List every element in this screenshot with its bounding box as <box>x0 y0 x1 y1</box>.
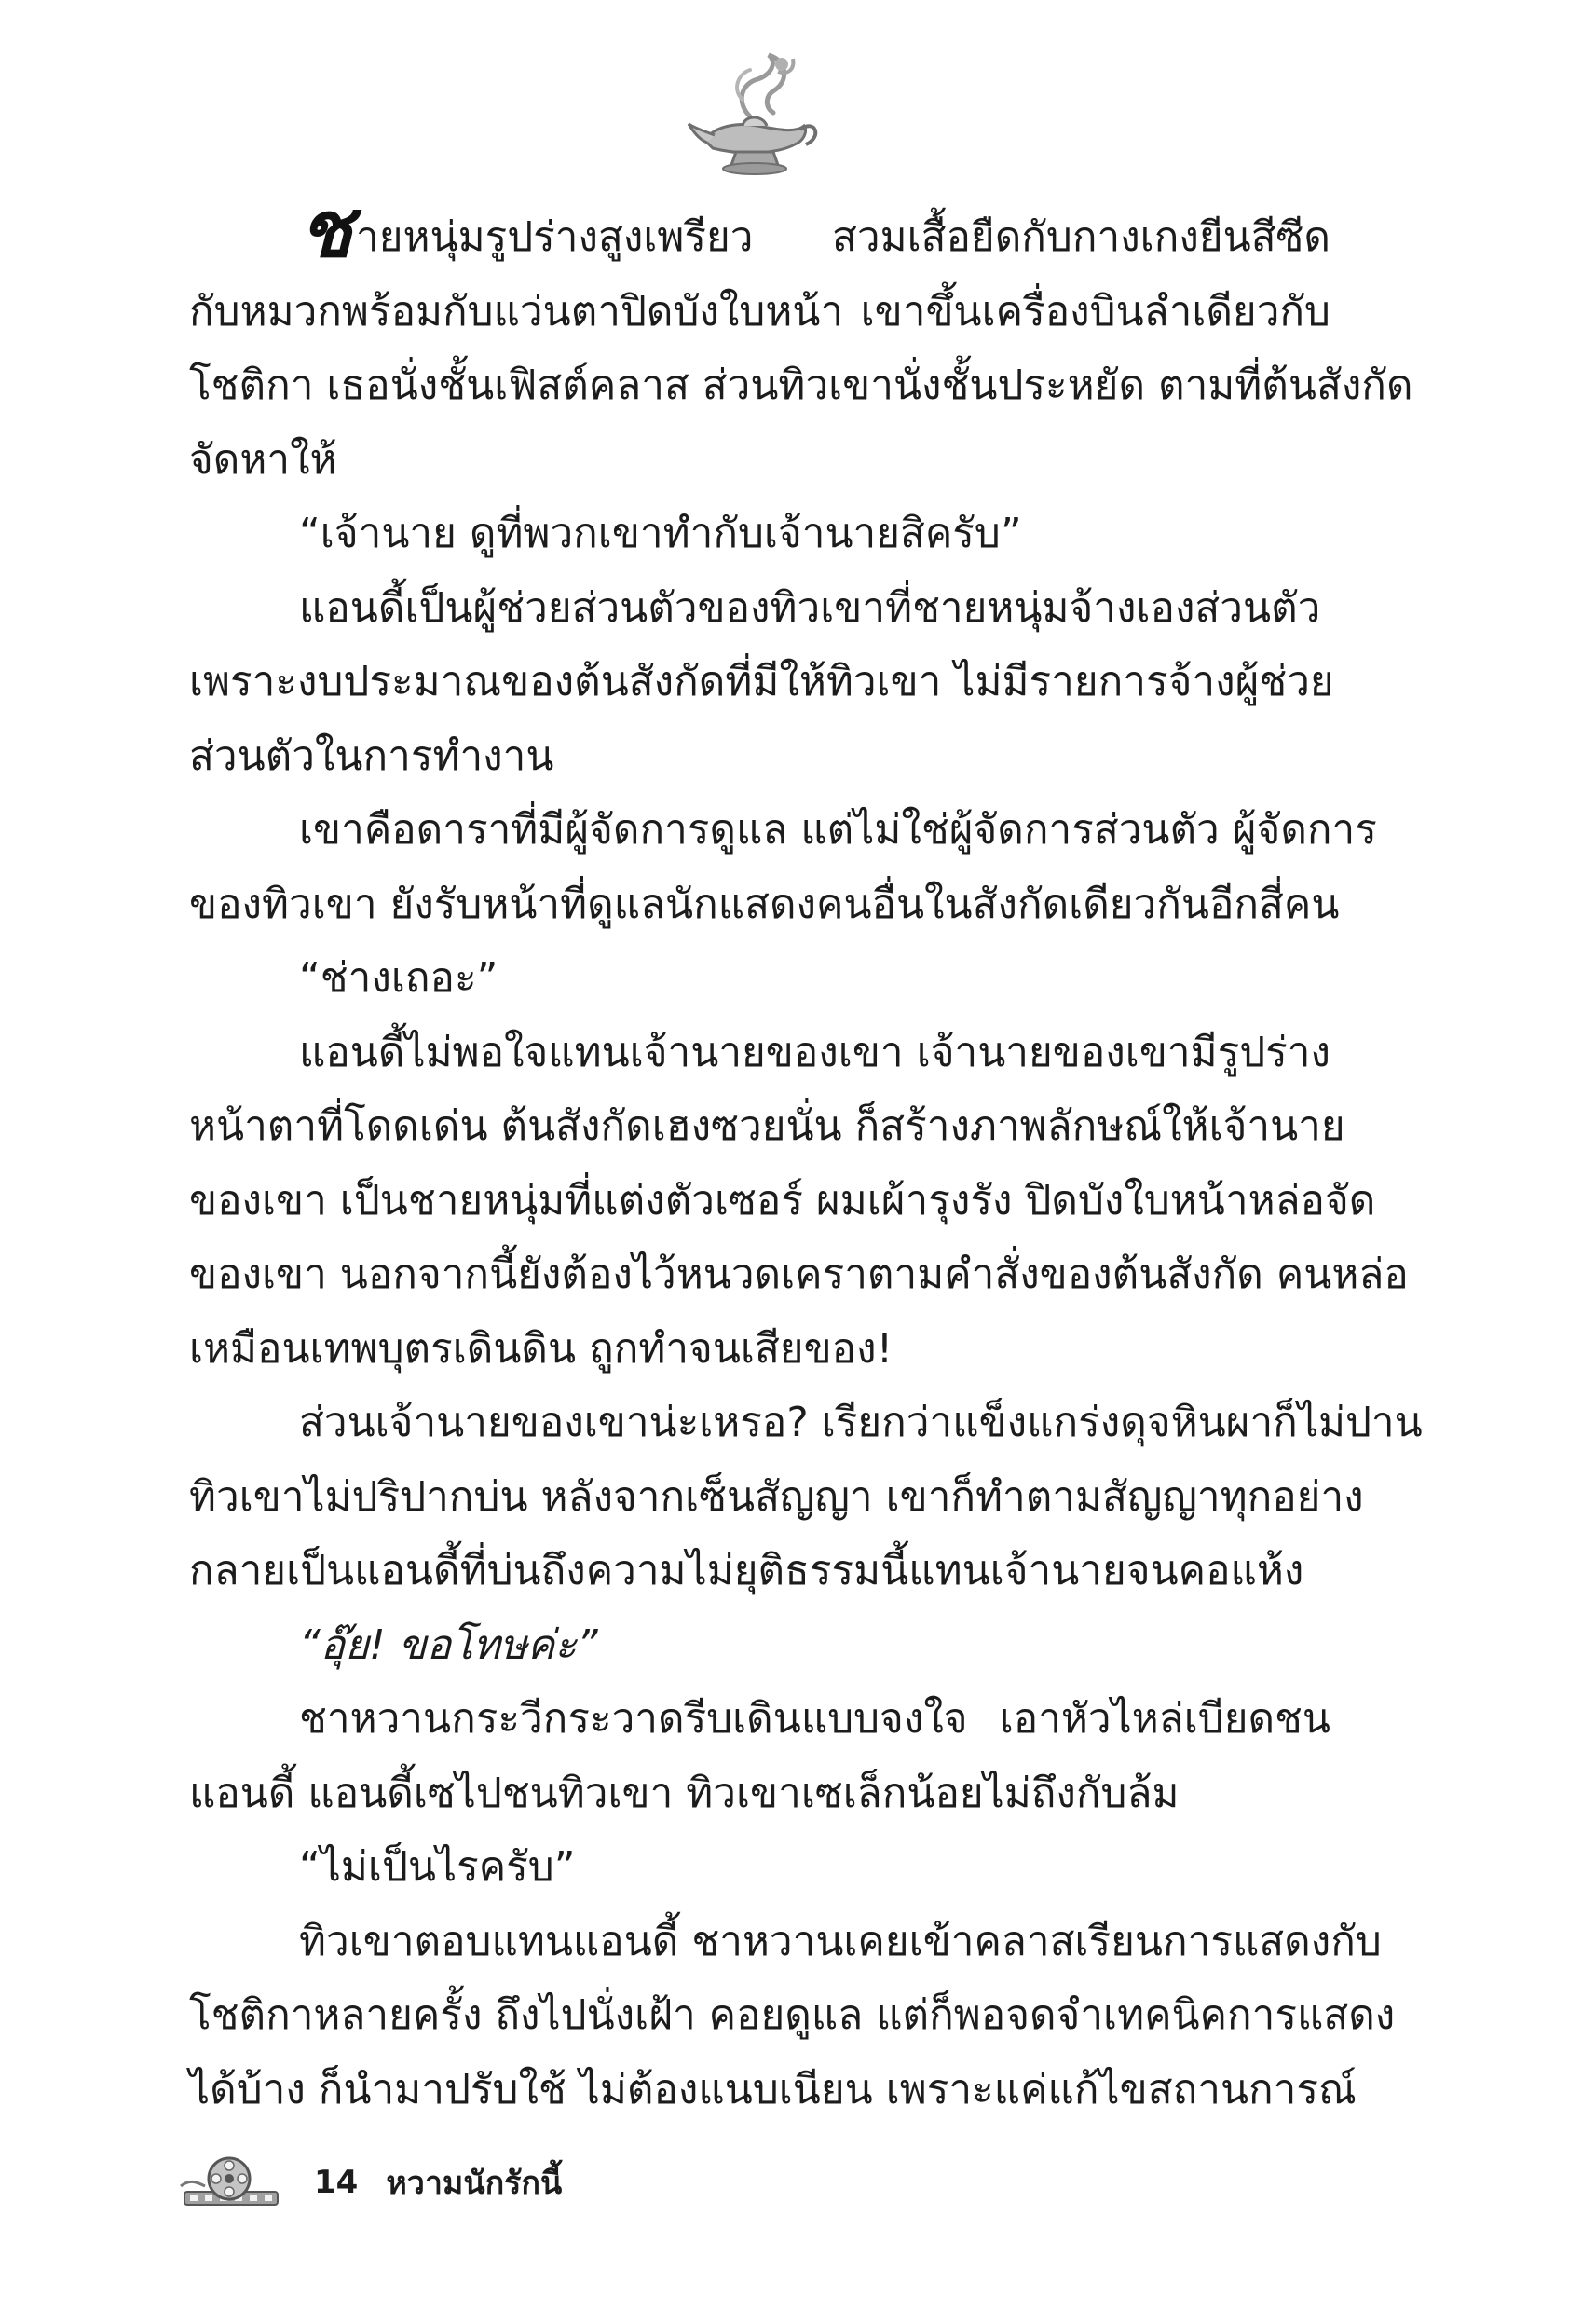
text-line-content: ชาหวานกระวีกระวาดรีบเดินแบบจงใจ เอาหัวไหล่เบียดชน <box>299 1695 1330 1743</box>
text-line <box>189 1830 1330 1905</box>
text-line-content: กลายเป็นแอนดี้ที่บ่นถึงความไม่ยุติธรรมนี้แทนเจ้านายจนคอแห้ง <box>189 1547 1304 1594</box>
drop-cap: ช <box>299 183 353 275</box>
text-line <box>189 941 1330 1016</box>
text-line-content: “อุ๊ย! ขอโทษค่ะ” <box>299 1620 598 1669</box>
text-line <box>189 1905 1382 1979</box>
text-line-content: ทิวเขาไม่ปริปากบ่น หลังจากเซ็นสัญญา เขาก็ทำตามสัญญาทุกอย่าง <box>189 1472 1364 1521</box>
text-line-content: กับหมวกพร้อมกับแว่นตาปิดบังใบหน้า เขาขึ้นเครื่องบินลำเดียวกับ <box>189 287 1330 335</box>
text-line-content: “ไม่เป็นไรครับ” <box>299 1843 576 1891</box>
film-reel-icon <box>177 2154 284 2210</box>
body-text <box>189 183 1423 2126</box>
text-line <box>189 349 1413 423</box>
text-line <box>189 645 1334 719</box>
text-line-content: แอนดี้ แอนดี้เซไปชนทิวเขา ทิวเขาเซเล็กน้อยไม่ถึงกับล้ม <box>189 1769 1180 1817</box>
page-number: 14 <box>314 2164 359 2201</box>
text-line <box>189 1682 1330 1757</box>
page-footer <box>177 2154 562 2210</box>
text-line <box>189 2053 1357 2127</box>
text-line-content: “ช่างเถอะ” <box>299 954 498 1002</box>
text-line-content: แอนดี้เป็นผู้ช่วยส่วนตัวของทิวเขาที่ชายหนุ่มจ้างเองส่วนตัว <box>299 583 1321 632</box>
text-line <box>189 497 1330 571</box>
text-line <box>189 1089 1345 1164</box>
text-line <box>189 1238 1409 1312</box>
text-line-content: หน้าตาที่โดดเด่น ต้นสังกัดเฮงซวยนั่น ก็สร้างภาพลักษณ์ให้เจ้านาย <box>189 1102 1345 1150</box>
text-line <box>189 1534 1330 1608</box>
text-line-content: ของทิวเขา ยังรับหน้าที่ดูแลนักแสดงคนอื่นในสังกัดเดียวกันอีกสี่คน <box>189 880 1340 928</box>
text-line <box>189 868 1340 942</box>
text-line-content: โชติกา เธอนั่งชั้นเฟิสต์คลาส ส่วนทิวเขานั่งชั้นประหยัด ตามที่ต้นสังกัด <box>189 362 1413 409</box>
genie-lamp-icon <box>685 51 825 177</box>
text-line-content: ส่วนตัวในการทำงาน <box>189 732 554 780</box>
text-line-content: เพราะงบประมาณของต้นสังกัดที่มีให้ทิวเขา ไม่มีรายการจ้างผู้ช่วย <box>189 658 1334 705</box>
text-line-content: ได้บ้าง ก็นำมาปรับใช้ ไม่ต้องแนบเนียน เพราะแค่แก้ไขสถานการณ์ <box>189 2065 1357 2113</box>
text-line <box>189 1312 1330 1387</box>
text-line-content: จัดหาให้ <box>189 435 337 484</box>
text-line-content: แอนดี้ไม่พอใจแทนเจ้านายของเขา เจ้านายของเขามีรูปร่าง <box>299 1028 1330 1076</box>
text-line <box>189 275 1330 349</box>
text-line <box>189 571 1330 646</box>
text-line-content: ายหนุ่มรูปร่างสูงเพรียว สวมเสื้อยืดกับกางเกงยีนสีซีด <box>356 213 1330 261</box>
text-line-content: “เจ้านาย ดูที่พวกเขาทำกับเจ้านายสิครับ” <box>299 510 1022 557</box>
text-line-content: โชติกาหลายครั้ง ถึงไปนั่งเฝ้า คอยดูแล แต่ก็พอจดจำเทคนิคการแสดง <box>189 1991 1396 2039</box>
text-line-content: ของเขา นอกจากนี้ยังต้องไว้หนวดเคราตามคำสั่งของต้นสังกัด คนหล่อ <box>189 1251 1409 1298</box>
text-line-content: ของเขา เป็นชายหนุ่มที่แต่งตัวเซอร์ ผมเผ้ารุงรัง ปิดบังใบหน้าหล่อจัด <box>189 1176 1376 1224</box>
text-line <box>189 1757 1330 1831</box>
text-line <box>189 793 1377 868</box>
text-line <box>189 423 1330 498</box>
text-line-content: เหมือนเทพบุตรเดินดิน ถูกทำจนเสียของ! <box>189 1324 893 1373</box>
text-line <box>189 719 1330 794</box>
text-line <box>189 1386 1423 1460</box>
text-line <box>189 1608 1330 1683</box>
text-line-content: เขาคือดาราที่มีผู้จัดการดูแล แต่ไม่ใช่ผู้จัดการส่วนตัว ผู้จัดการ <box>299 806 1377 854</box>
text-line <box>189 183 1330 275</box>
text-line <box>189 1460 1364 1535</box>
text-line <box>189 1016 1330 1090</box>
text-line <box>189 1978 1396 2053</box>
text-line-content: ทิวเขาตอบแทนแอนดี้ ชาหวานเคยเข้าคลาสเรียนการแสดงกับ <box>299 1917 1382 1965</box>
text-line <box>189 1164 1376 1238</box>
book-title: หวามนักรักนี้ <box>386 2165 563 2202</box>
text-line-content: ส่วนเจ้านายของเขาน่ะเหรอ? เรียกว่าแข็งแกร่งดุจหินผาก็ไม่ปาน <box>299 1399 1423 1446</box>
